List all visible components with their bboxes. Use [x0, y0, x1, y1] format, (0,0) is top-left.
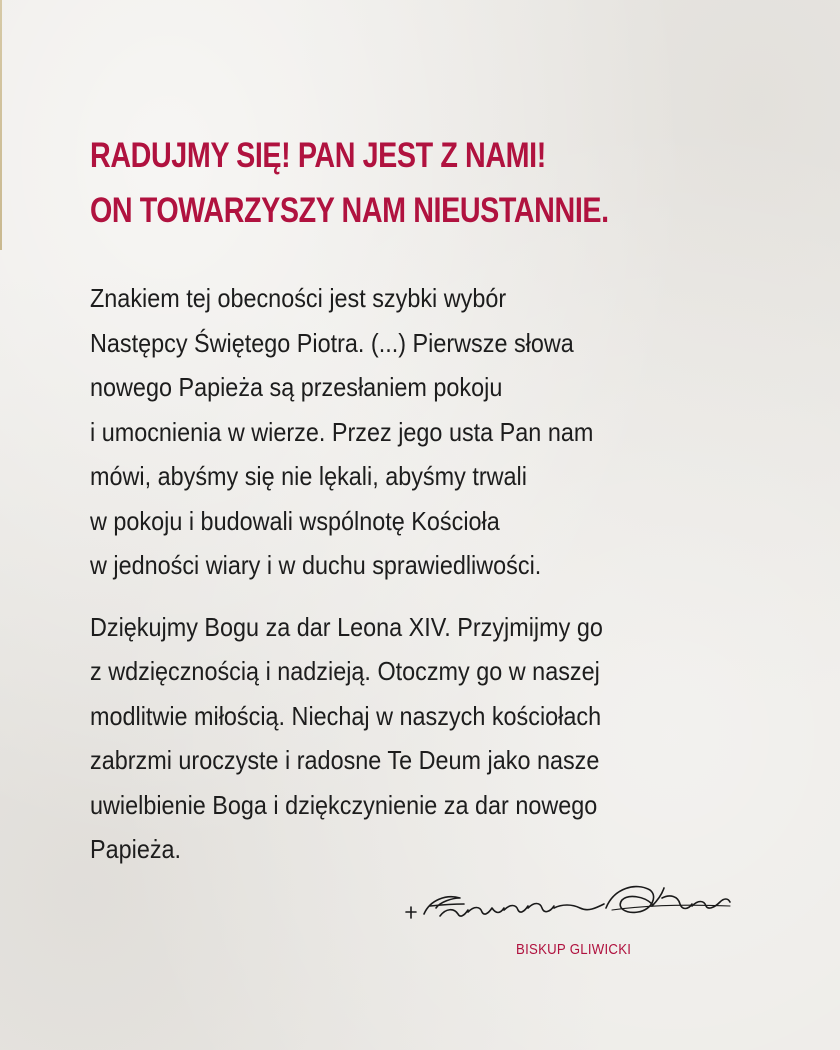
text-line: z wdzięcznością i nadzieją. Otoczmy go w naszej: [90, 656, 600, 686]
left-edge-accent: [0, 0, 2, 250]
text-line: Następcy Świętego Piotra. (...) Pierwsze słowa: [90, 327, 574, 358]
text-line: uwielbienie Boga i dziękczynienie za dar nowego: [90, 789, 598, 820]
text-line: mówi, abyśmy się nie lękali, abyśmy trwali: [90, 461, 527, 491]
text-line: modlitwie miłością. Niechaj w naszych kościołach: [90, 700, 602, 731]
text-line: zabrzmi uroczyste i radosne Te Deum jako nasze: [90, 745, 600, 775]
text-line: w jedności wiary i w duchu sprawiedliwości.: [90, 550, 542, 580]
text-line: nowego Papieża są przesłaniem pokoju: [90, 372, 503, 402]
page-title: [90, 128, 609, 238]
text-line: Znakiem tej obecności jest szybki wybór: [90, 283, 507, 313]
handwritten-signature: [400, 868, 735, 928]
paragraph-2: [90, 605, 711, 872]
signature-caption: BISKUP GLIWICKI: [516, 941, 632, 958]
letter-body: [90, 276, 780, 872]
title-line-1: RADUJMY SIĘ! PAN JEST Z NAMI!: [90, 136, 546, 175]
paragraph-1: [90, 276, 711, 588]
text-line: w pokoju i budowali wspólnotę Kościoła: [90, 505, 500, 536]
title-line-2: ON TOWARZYSZY NAM NIEUSTANNIE.: [90, 191, 609, 230]
text-line: Dziękujmy Bogu za dar Leona XIV. Przyjmijmy go: [90, 611, 603, 642]
text-line: i umocnienia w wierze. Przez jego usta Pan nam: [90, 416, 594, 447]
text-line: Papieża.: [90, 834, 182, 864]
